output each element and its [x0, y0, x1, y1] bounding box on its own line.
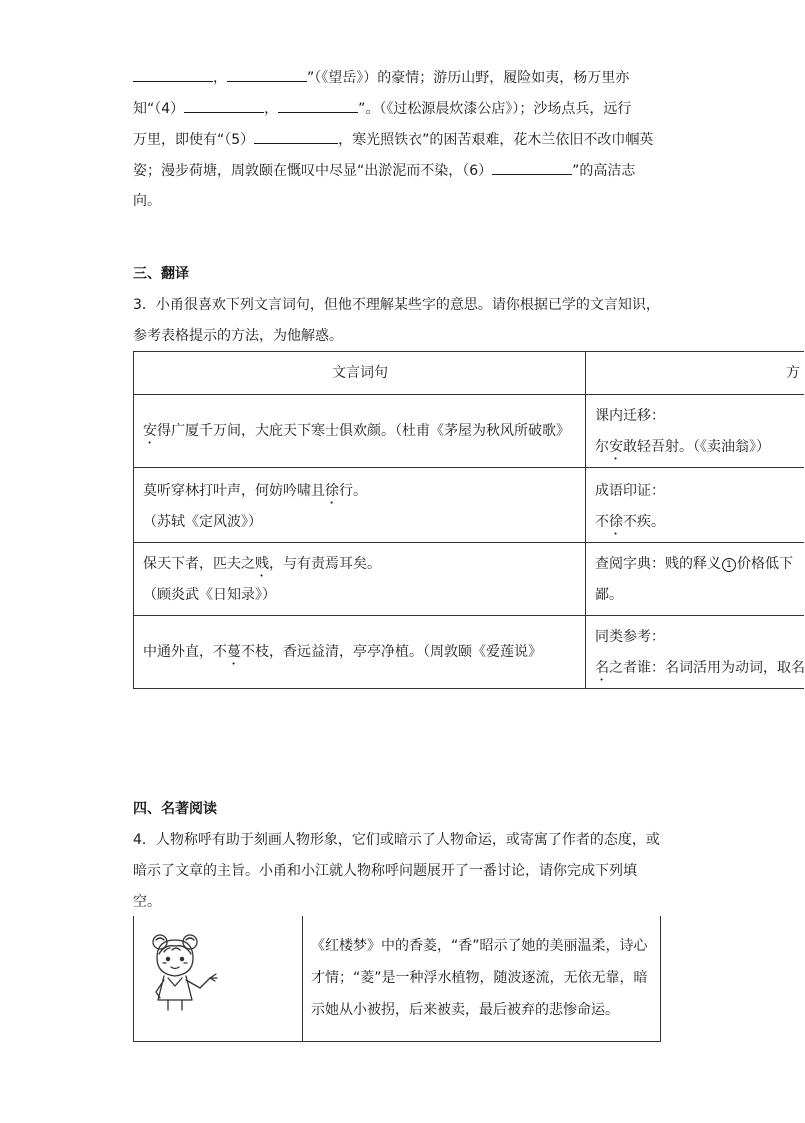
classical-text: 保天下者，匹夫之贱，与有责焉耳矣。	[143, 556, 381, 572]
table-header-left: 文言词句	[332, 365, 388, 381]
passage-line-5: 向。	[133, 193, 161, 209]
answer-blank[interactable]	[227, 67, 307, 82]
classical-text: 中通外直，不蔓不枝，香远益清，亭亭净植。（周敦颐《爱莲说》	[143, 644, 542, 660]
question-4-line-2: 暗示了文章的主旨。小甬和小江就人物称呼问题展开了一番讨论，请你完成下列填	[133, 863, 637, 879]
passage-text: ，	[264, 101, 279, 117]
question-4-line-1: 4．人物称呼有助于刻画人物形象，它们或暗示了人物命运，或寄寓了作者的态度，或	[133, 832, 660, 848]
reading-text-line: 才情；“菱”是一种浮水植物，随波逐流，无依无靠，暗	[311, 970, 648, 986]
classical-text: 莫听穿林打叶声，何妨吟啸且徐行。	[143, 483, 367, 499]
section-heading-translation: 三、翻译	[133, 266, 189, 282]
text-cell	[303, 916, 661, 1042]
passage-text: ”（《望岳》）的豪情；游历山野，履险如夷，杨万里亦	[307, 70, 630, 86]
method-label: 同类参考：	[595, 629, 665, 645]
illustration-cell	[133, 916, 303, 1042]
reading-text-line: 《红楼梦》中的香菱，“香”昭示了她的美丽温柔，诗心	[311, 938, 648, 954]
passage-line-1	[133, 67, 629, 88]
table-header-right: 方	[786, 365, 800, 381]
passage-text: 姿；漫步荷塘，周敦颐在慨叹中尽显“出淤泥而不染，（6）	[133, 163, 493, 179]
passage-text: 万里，即使有“（5）	[133, 132, 255, 148]
table-row	[134, 468, 586, 543]
method-label: 查阅字典：贱的释义 1 价格低下	[595, 556, 793, 572]
passage-line-4	[133, 160, 635, 181]
question-3-line-1: 3．小甬很喜欢下列文言词句，但他不理解某些字的意思。请你根据已学的文言知识，	[133, 297, 660, 313]
answer-blank[interactable]	[278, 98, 358, 113]
question-3-line-2: 参考表格提示的方法，为他解惑。	[133, 328, 343, 344]
passage-line-2	[133, 98, 631, 119]
answer-blank[interactable]	[254, 129, 338, 144]
section-heading-reading: 四、名著阅读	[133, 801, 217, 817]
table-row	[586, 543, 804, 616]
table-header-cell	[586, 352, 804, 395]
question-4-line-3: 空。	[133, 894, 161, 910]
passage-text: ，	[213, 70, 227, 86]
girl-cartoon-icon	[142, 928, 232, 1018]
circled-number-icon: 1	[722, 558, 736, 572]
method-example: 尔安敢轻吾射。（《卖油翁》）	[595, 439, 770, 455]
classical-text: 安得广厦千万间，大庇天下寒士俱欢颜。（杜甫《茅屋为秋风所破歌》	[143, 423, 570, 439]
passage-text: ”。（《过松源晨炊漆公店》）；沙场点兵，远行	[358, 101, 632, 117]
table-row	[586, 395, 804, 468]
discussion-table	[133, 916, 661, 1042]
classical-source: （苏轼《定风波》）	[143, 514, 262, 530]
passage-text: ”的高洁志	[572, 163, 636, 179]
method-example: 不徐不疾。	[595, 514, 665, 530]
reading-text-line: 示她从小被拐，后来被卖，最后被弃的悲惨命运。	[311, 1002, 619, 1018]
table-row	[134, 395, 586, 468]
passage-text: 知“（4）	[133, 101, 185, 117]
answer-blank[interactable]	[492, 160, 572, 175]
method-label: 课内迁移：	[595, 408, 665, 424]
classical-source: （顾炎武《日知录》）	[143, 587, 276, 603]
table-row	[134, 616, 586, 689]
passage-line-3	[133, 129, 653, 150]
table-row	[586, 616, 804, 689]
answer-blank[interactable]	[133, 67, 213, 82]
table-row	[586, 468, 804, 543]
method-example: 名之者谁：名词活用为动词，取名	[595, 660, 805, 676]
translation-table	[133, 351, 804, 689]
passage-text: ，寒光照铁衣”的困苦艰难，花木兰依旧不改巾帼英	[338, 132, 654, 148]
answer-blank[interactable]	[184, 98, 264, 113]
table-row	[134, 543, 586, 616]
method-label: 成语印证：	[595, 483, 665, 499]
table-header-cell	[134, 352, 586, 395]
method-example: 鄙。	[595, 587, 623, 603]
